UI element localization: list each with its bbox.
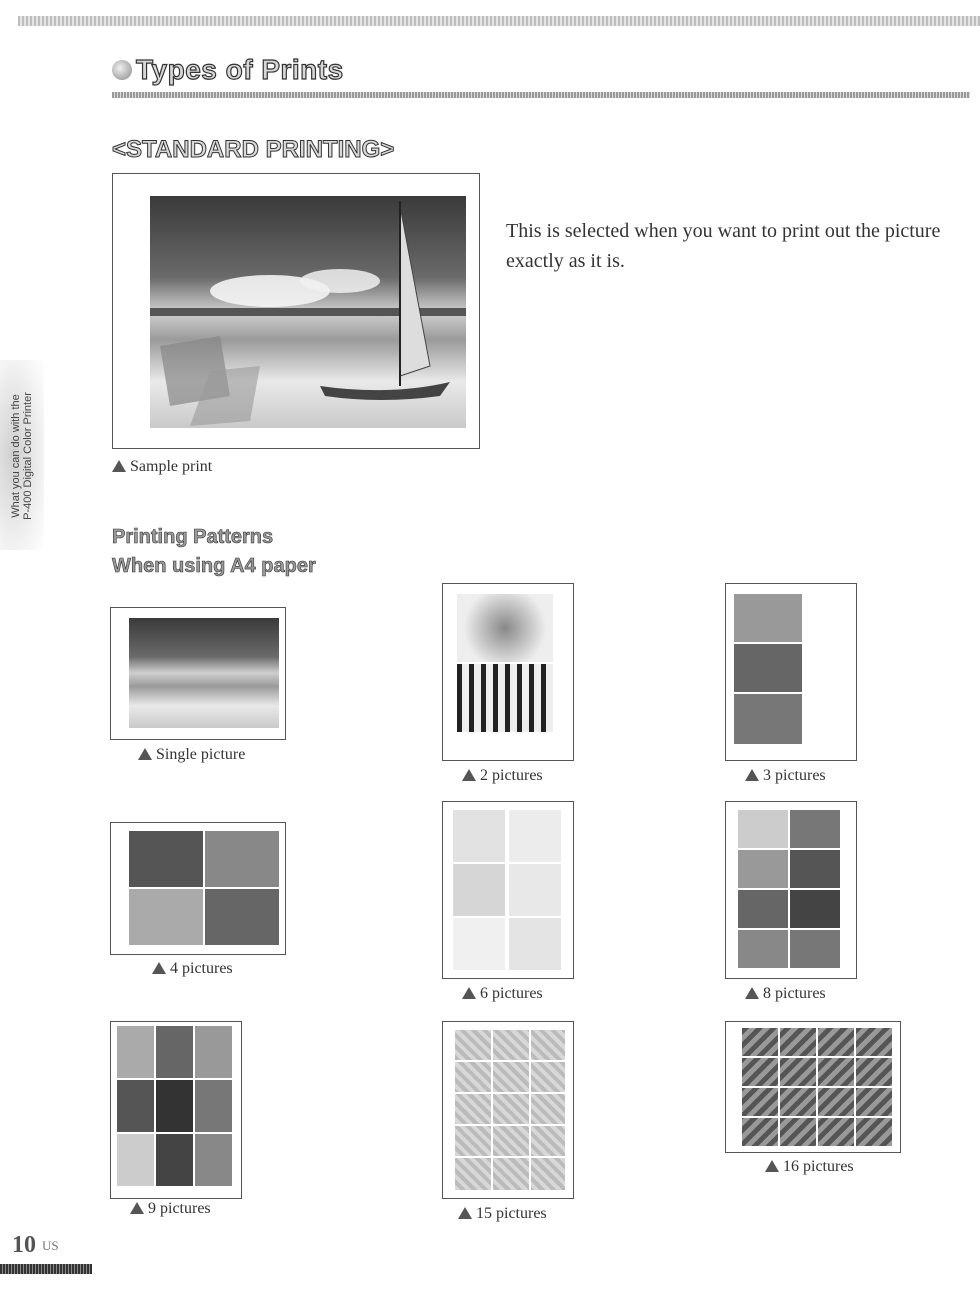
side-tab-text: What you can do with the P-400 Digital Color Printer (10, 392, 34, 520)
pattern-2-cell (457, 664, 553, 732)
pattern-single-frame (110, 607, 286, 740)
patterns-title: Printing Patterns (112, 526, 274, 548)
pattern-9-cell (156, 1080, 193, 1132)
pattern-2-cell (457, 594, 553, 662)
pattern-single-caption: Single picture (138, 746, 245, 764)
section-title (112, 54, 344, 86)
pattern-8-cell (738, 930, 788, 968)
bullet-icon (112, 60, 132, 80)
sample-print-caption: Sample print (112, 458, 212, 476)
pattern-6-frame (442, 801, 574, 979)
pattern-9-cell (156, 1026, 193, 1078)
pattern-9-frame (110, 1021, 242, 1199)
pattern-9-cell (195, 1134, 232, 1186)
pattern-9-cell (117, 1026, 154, 1078)
pattern-16-grid (742, 1028, 892, 1146)
page-suffix: US (42, 1238, 59, 1253)
pattern-8-cell (790, 890, 840, 928)
top-decorative-bar (18, 16, 980, 26)
pattern-8-cell (738, 850, 788, 888)
pattern-15-caption: 15 pictures (458, 1205, 547, 1223)
pattern-2-caption: 2 pictures (462, 767, 543, 785)
pattern-2-frame (442, 583, 574, 761)
pattern-6-cell (509, 864, 561, 916)
pattern-4-caption: 4 pictures (152, 960, 233, 978)
pattern-8-cell (738, 810, 788, 848)
pattern-6-cell (453, 918, 505, 970)
pattern-8-frame (725, 801, 857, 979)
pattern-15-frame (442, 1021, 574, 1199)
pattern-3-cell (734, 594, 802, 642)
pattern-8-cell (790, 930, 840, 968)
pattern-9-cell (195, 1080, 232, 1132)
pattern-9-cell (117, 1134, 154, 1186)
pattern-8-caption: 8 pictures (745, 985, 826, 1003)
pattern-3-cell (734, 644, 802, 692)
page-number: 10 (12, 1232, 36, 1258)
pattern-4-cell (129, 889, 203, 945)
pattern-9-cell (156, 1134, 193, 1186)
pattern-4-cell (205, 831, 279, 887)
pattern-9-cell (195, 1026, 232, 1078)
pattern-6-cell (509, 810, 561, 862)
pattern-9-caption: 9 pictures (130, 1200, 211, 1218)
pattern-9-cell (117, 1080, 154, 1132)
pattern-8-cell (790, 810, 840, 848)
pattern-4-cell (129, 831, 203, 887)
pattern-15-grid (455, 1030, 565, 1190)
pattern-6-cell (509, 918, 561, 970)
section-title-text: Types of Prints (136, 54, 344, 85)
pattern-16-caption: 16 pictures (765, 1158, 854, 1176)
pattern-8-cell (790, 850, 840, 888)
title-rule (112, 92, 970, 98)
pattern-3-cell (734, 694, 802, 744)
pattern-6-cell (453, 810, 505, 862)
patterns-subtitle: When using A4 paper (112, 555, 316, 577)
standard-description: This is selected when you want to print out the picture exactly as it is. (506, 220, 941, 272)
pattern-8-cell (738, 890, 788, 928)
pattern-3-frame (725, 583, 857, 761)
standard-printing-heading: <STANDARD PRINTING> (112, 136, 395, 163)
pattern-16-frame (725, 1021, 901, 1153)
pattern-single-photo (129, 618, 279, 728)
triangle-icon (112, 460, 126, 472)
pattern-6-cell (453, 864, 505, 916)
sample-print-frame (112, 173, 480, 449)
pattern-6-caption: 6 pictures (462, 985, 543, 1003)
pattern-4-frame (110, 822, 286, 955)
bottom-decorative-bar (0, 1264, 92, 1274)
sample-print-photo (150, 196, 466, 428)
pattern-4-cell (205, 889, 279, 945)
pattern-3-caption: 3 pictures (745, 767, 826, 785)
